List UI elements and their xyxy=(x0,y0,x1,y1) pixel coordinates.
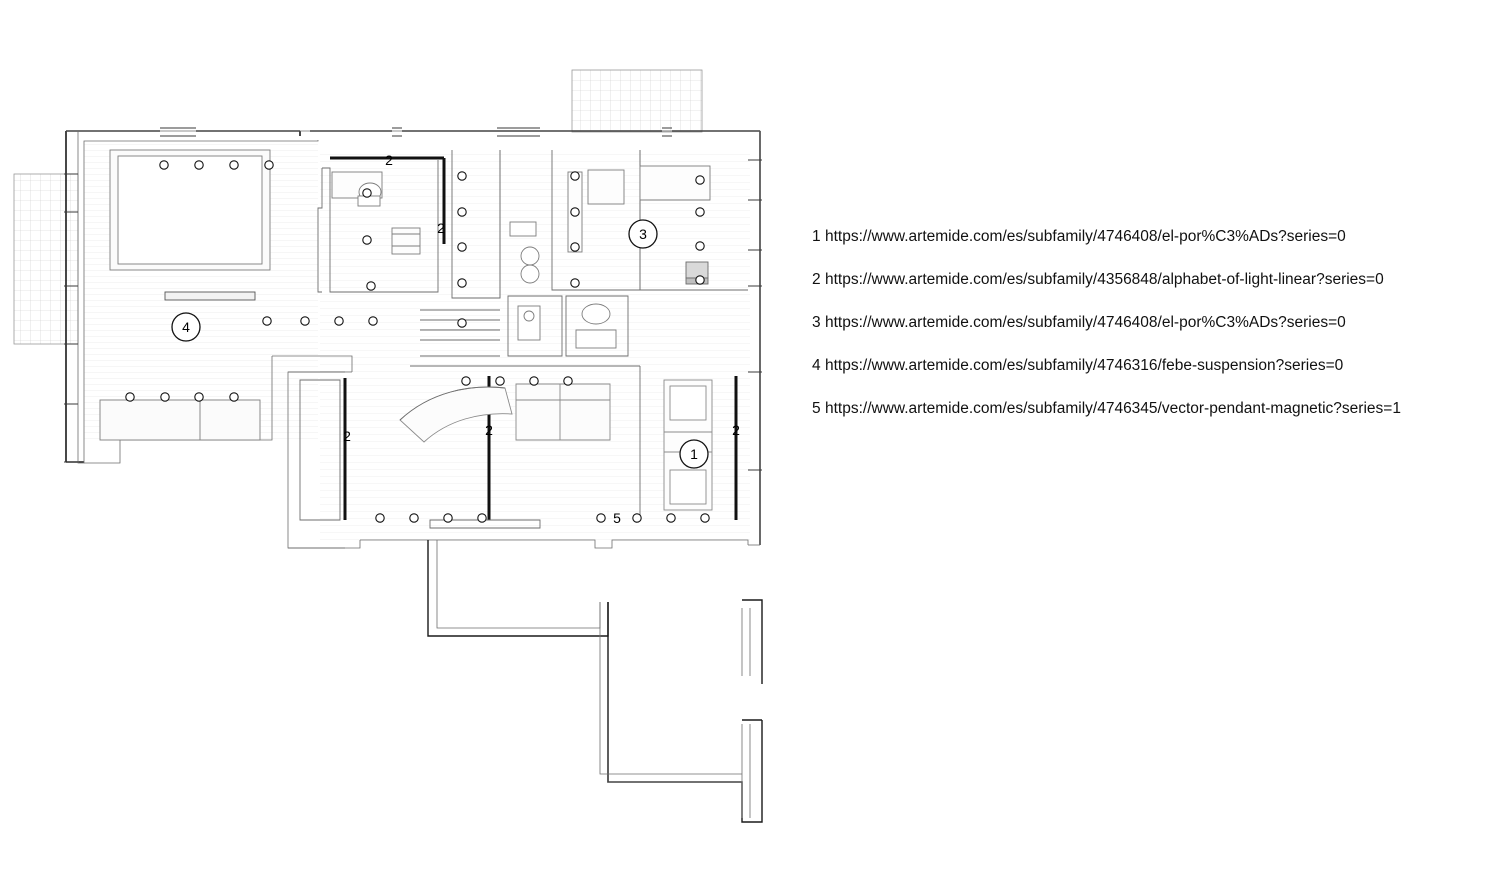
marker-3-label: 3 xyxy=(639,226,647,242)
legend-item-1 xyxy=(812,228,1472,247)
legend-item-4-number: 4 xyxy=(812,357,821,375)
terrace-top xyxy=(572,70,702,132)
marker-4-label: 4 xyxy=(182,319,190,335)
legend-item-5-number: 5 xyxy=(812,400,821,418)
marker-1 xyxy=(680,440,708,468)
tag-2-center: 2 xyxy=(485,422,493,438)
tag-2-top: 2 xyxy=(385,152,393,168)
terrace-left xyxy=(14,174,78,344)
annex-outline-thin xyxy=(437,540,750,818)
marker-4 xyxy=(172,313,200,341)
legend-item-4 xyxy=(812,357,1472,376)
tag-5: 5 xyxy=(613,510,621,526)
marker-1-label: 1 xyxy=(690,446,698,462)
legend-item-1-url[interactable]: https://www.artemide.com/es/subfamily/4746408/el-por%C3%ADs?series=0 xyxy=(825,228,1346,245)
legend-item-2-number: 2 xyxy=(812,271,821,289)
legend-item-3-url[interactable]: https://www.artemide.com/es/subfamily/4746408/el-por%C3%ADs?series=0 xyxy=(825,314,1346,332)
marker-3 xyxy=(629,220,657,248)
annex-outline xyxy=(428,540,762,822)
legend-item-2-url[interactable]: https://www.artemide.com/es/subfamily/4356848/alphabet-of-light-linear?series=0 xyxy=(825,271,1384,289)
legend-item-5 xyxy=(812,400,1472,419)
legend xyxy=(812,228,1472,443)
legend-item-2 xyxy=(812,271,1472,290)
tag-2-office: 2 xyxy=(437,220,445,236)
legend-item-5-url[interactable]: https://www.artemide.com/es/subfamily/4746345/vector-pendant-magnetic?series=1 xyxy=(825,400,1401,418)
legend-item-1-number: 1 xyxy=(812,228,821,245)
tag-2-left: 2 xyxy=(343,428,351,444)
legend-item-4-url[interactable]: https://www.artemide.com/es/subfamily/4746316/febe-suspension?series=0 xyxy=(825,357,1344,375)
legend-item-3 xyxy=(812,314,1472,333)
legend-item-3-number: 3 xyxy=(812,314,821,332)
tag-2-right: 2 xyxy=(732,422,740,438)
